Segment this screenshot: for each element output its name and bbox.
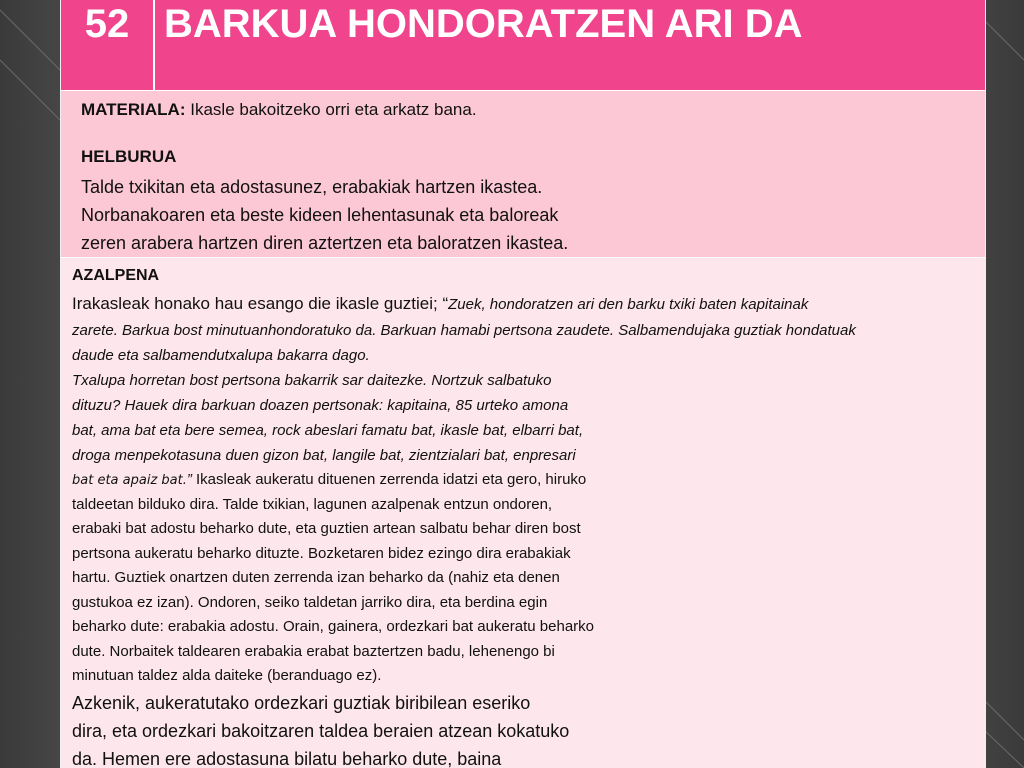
body-line: gustukoa ez izan). Ondoren, seiko taldetan jarriko dira, eta berdina egin	[72, 594, 548, 611]
final-line: da. Hemen ere adostasuna bilatu beharko dute, baina	[72, 749, 502, 768]
quote-end: bat eta apaiz bat.	[72, 473, 187, 488]
quote-line: bat, ama bat eta bere semea, rock abeslari famatu bat, ikasle bat, elbarri bat,	[72, 422, 584, 439]
objectives-line: zeren arabera hartzen diren aztertzen eta baloratzen ikastea.	[81, 233, 569, 253]
document-card	[60, 0, 986, 768]
activity-number: 52	[61, 0, 155, 90]
final-line: Azkenik, aukeratutako ordezkari guztiak biribilean eseriko	[72, 693, 531, 713]
materials-text: Ikasle bakoitzeko orri eta arkatz bana.	[190, 100, 477, 119]
explanation-heading: AZALPENA	[72, 267, 160, 284]
objectives-line: Talde txikitan eta adostasunez, erabakiak hartzen ikastea.	[81, 177, 543, 197]
activity-title: BARKUA HONDORATZEN ARI DA	[164, 2, 803, 46]
materials-label: MATERIALA:	[81, 100, 186, 119]
after-quote: Ikasleak aukeratu dituenen zerrenda idatzi eta gero, hiruko	[191, 471, 587, 488]
materials-line	[81, 100, 477, 120]
explanation-intro: Irakasleak honako hau esango die ikasle guztiei; “	[72, 294, 449, 313]
body-line: dute. Norbaitek taldearen erabakia erabat baztertzen badu, lehenengo bi	[72, 643, 555, 660]
quote-close: ”	[186, 471, 192, 488]
title-row	[61, 0, 985, 91]
explanation-quote-start: Zuek, hondoratzen ari den barku txiki baten kapitainak	[448, 296, 809, 313]
quote-line: droga menpekotasuna duen gizon bat, langile bat, zientzialari bat, enpresari	[72, 447, 576, 464]
body-line: pertsona aukeratu beharko dituzte. Bozketaren bidez ezingo dira erabakiak	[72, 545, 571, 562]
objectives-line: Norbanakoaren eta beste kideen lehentasunak eta baloreak	[81, 205, 559, 225]
quote-line: dituzu? Hauek dira barkuan doazen pertsonak: kapitaina, 85 urteko amona	[72, 397, 569, 414]
quote-end-line	[72, 471, 586, 488]
objectives-heading: HELBURUA	[81, 147, 177, 166]
body-line: minutuan taldez alda daiteke (beranduago ez).	[72, 667, 382, 684]
quote-line: Txalupa horretan bost pertsona bakarrik sar daitezke. Nortzuk salbatuko	[72, 372, 552, 389]
explanation-section	[61, 258, 985, 768]
body-line: taldeetan bilduko dira. Talde txikian, lagunen azalpenak entzun ondoren,	[72, 496, 553, 513]
body-line: hartu. Guztiek onartzen duten zerrenda izan beharko da (nahiz eta denen	[72, 569, 560, 586]
quote-line: zarete. Barkua bost minutuanhondoratuko da. Barkuan hamabi pertsona zaudete. Salbamendujaka guztiak hondatuak	[72, 322, 856, 339]
final-line: dira, eta ordezkari bakoitzaren taldea beraien atzean kokatuko	[72, 721, 570, 741]
materials-objectives-section	[61, 91, 985, 258]
body-line: erabaki bat adostu beharko dute, eta guztien artean salbatu behar diren bost	[72, 520, 581, 537]
quote-line: daude eta salbamendutxalupa bakarra dago.	[72, 347, 370, 364]
body-line: beharko dute: erabakia adostu. Orain, gainera, ordezkari bat aukeratu beharko	[72, 618, 594, 635]
explanation-intro-line	[72, 294, 808, 314]
